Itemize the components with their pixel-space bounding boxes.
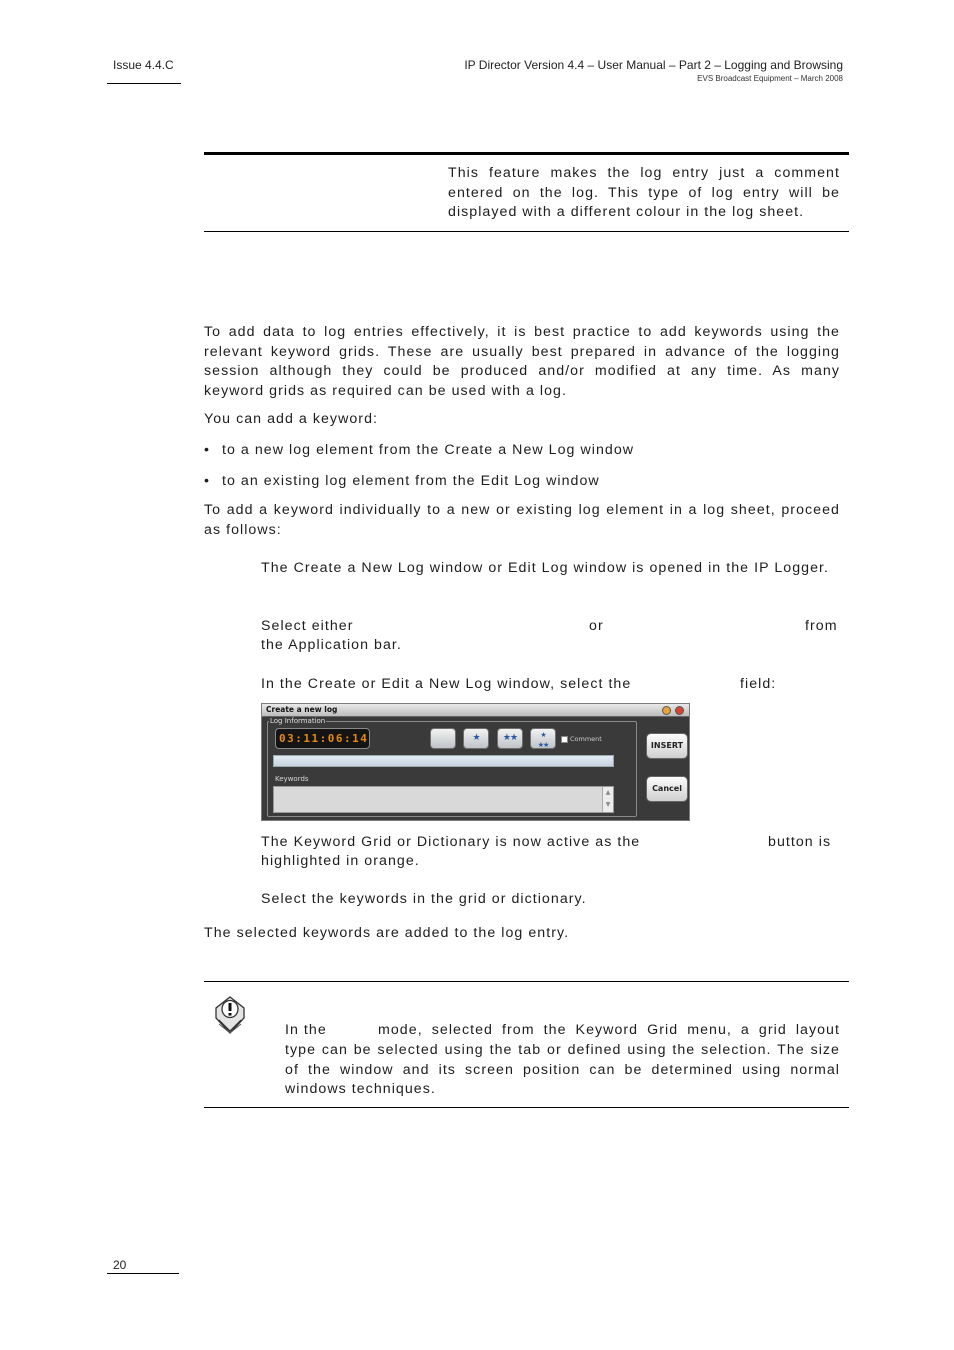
keywords-label: Keywords <box>275 775 309 783</box>
create-new-log-window <box>261 703 690 821</box>
insert-button[interactable]: INSERT <box>646 733 688 759</box>
step-3-text: In the Create or Edit a New Log window, select the <box>261 676 632 692</box>
bullet-item <box>204 441 634 461</box>
table-row-description: This feature makes the log entry just a comment entered on the log. This type of log entry will be displayed with a different colour in the log sheet. <box>448 165 840 220</box>
step-4-highlighted: highlighted in orange. <box>261 853 420 869</box>
scroll-up-icon[interactable]: ▲ <box>605 789 611 796</box>
bullet-dot: • <box>204 442 211 458</box>
note-warning-icon <box>213 996 247 1034</box>
rating-1-star-button[interactable] <box>463 728 489 749</box>
bullet-dot: • <box>204 473 211 489</box>
log-text-field[interactable] <box>273 755 614 767</box>
keywords-field[interactable] <box>273 786 614 813</box>
bullet-text: to an existing log element from the Edit Log window <box>222 473 600 489</box>
step-1: The Create a New Log window or Edit Log window is opened in the IP Logger. <box>261 560 829 576</box>
window-titlebar <box>262 704 689 717</box>
step-3-field: field: <box>740 676 777 692</box>
step-2-select-either: Select either <box>261 618 354 634</box>
procedure-intro: To add a keyword individually to a new or existing log element in a log sheet, proceed as follows: <box>204 502 840 538</box>
note-top-rule <box>204 981 849 982</box>
rating-2-star-button[interactable] <box>497 728 523 749</box>
comment-label: Comment <box>570 735 602 743</box>
step-2-or: or <box>589 618 604 634</box>
note-text-in-the: In the <box>285 1022 327 1038</box>
table-bottom-rule <box>204 231 849 232</box>
bullet-text: to a new log element from the Create a New Log window <box>222 442 635 458</box>
step-4-text: The Keyword Grid or Dictionary is now active as the <box>261 834 641 850</box>
result-text: The selected keywords are added to the log entry. <box>204 925 570 941</box>
header-left-rule <box>107 83 181 84</box>
close-icon[interactable] <box>675 706 684 715</box>
table-top-rule <box>204 152 849 155</box>
you-can-add-label: You can add a keyword: <box>204 411 379 427</box>
rating-0-button[interactable] <box>430 728 456 749</box>
minimize-icon[interactable] <box>662 706 671 715</box>
rating-3-star-button[interactable] <box>530 728 556 749</box>
step-4-button-is: button is <box>768 834 832 850</box>
comment-checkbox[interactable] <box>561 736 568 743</box>
document-subtitle: EVS Broadcast Equipment – March 2008 <box>697 74 843 83</box>
star-icon: ★ ★★ <box>537 731 549 749</box>
footer-rule <box>107 1273 179 1274</box>
note-text-body: type can be selected using the tab or defined using the selection. The size of the window and its screen position can be determined using normal windows techniques. <box>285 1042 840 1097</box>
bullet-item <box>204 472 600 492</box>
step-2-application-bar: the Application bar. <box>261 637 402 653</box>
page-number: 20 <box>113 1258 127 1272</box>
star-icon: ★★ <box>502 733 518 743</box>
cancel-button[interactable]: Cancel <box>646 776 688 802</box>
keywords-scrollbar[interactable] <box>602 787 613 812</box>
step-5: Select the keywords in the grid or dictionary. <box>261 891 587 907</box>
star-icon: ★ <box>472 733 480 743</box>
scroll-down-icon[interactable]: ▼ <box>605 801 611 808</box>
step-2-from: from <box>805 618 838 634</box>
log-information-label: Log Information <box>270 717 326 725</box>
note-text-mode: mode, selected from the Keyword Grid menu, a grid layout <box>378 1022 840 1038</box>
window-title: Create a new log <box>266 705 338 714</box>
issue-label: Issue 4.4.C <box>113 58 174 72</box>
intro-paragraph: To add data to log entries effectively, it is best practice to add keywords using the relevant keyword grids. These are usually best prepared in advance of the logging session although they could be produced and/or modified at any time. As many keyword grids as required can be used with a log. <box>204 324 840 399</box>
timecode-display: 03:11:06:14 <box>275 728 370 749</box>
note-bottom-rule <box>204 1107 849 1108</box>
document-title: IP Director Version 4.4 – User Manual – Part 2 – Logging and Browsing <box>464 58 843 72</box>
